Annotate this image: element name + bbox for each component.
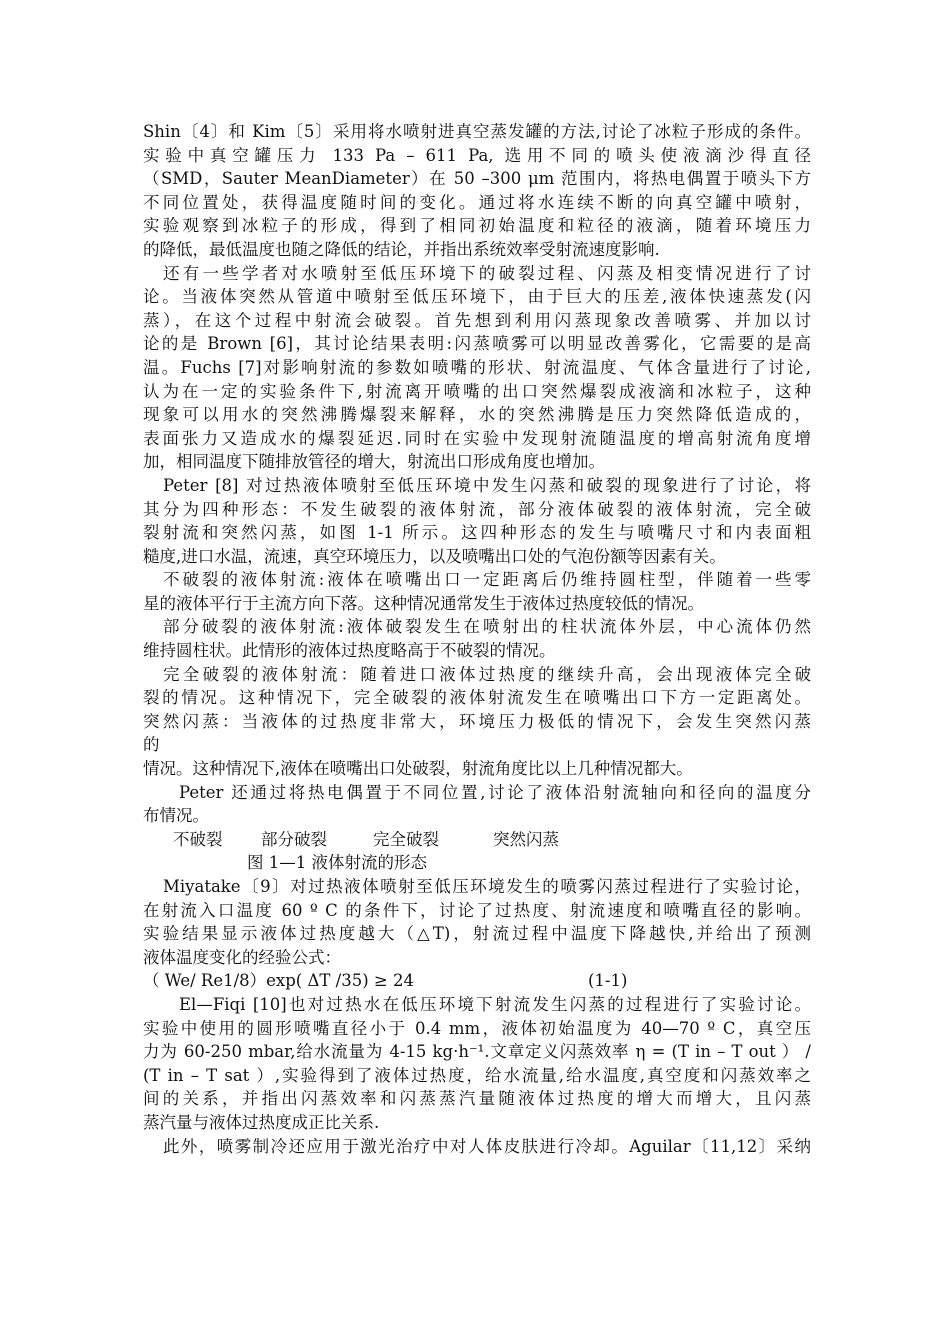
text-line: 液体温度变化的经验公式： bbox=[143, 947, 341, 967]
figure-label: 突然闪蒸 bbox=[493, 829, 559, 849]
text-line: 论。当液体突然从管道中喷射至低压环境下，由于巨大的压差,液体快速蒸发(闪 bbox=[143, 287, 811, 307]
text-line: 论的是 Brown [6]，其讨论结果表明:闪蒸喷雾可以明显改善雾化，它需要的是高 bbox=[143, 334, 811, 354]
equation bbox=[143, 969, 811, 993]
text-line: 蒸），在这个过程中射流会破裂。首先想到利用闪蒸现象改善喷雾、并加以讨 bbox=[143, 310, 811, 330]
text-line: 裂的情况。这种情况下，完全破裂的液体射流发生在喷嘴出口下方一定距离处。 bbox=[143, 688, 811, 708]
equation-text: （ We/ Re1/8）exp( ΔT /35) ≥ 24 bbox=[143, 971, 414, 991]
figure-label: 部分破裂 bbox=[261, 829, 327, 849]
text-line: 温。Fuchs [7]对影响射流的参数如喷嘴的形状、射流温度、气体含量进行了讨论, bbox=[143, 357, 811, 377]
text-line: 实验中真空罐压力 133 Pa – 611 Pa, 选用不同的喷头使液滴沙得直径 bbox=[143, 145, 811, 165]
text-line: Peter [8] 对过热液体喷射至低压环境中发生闪蒸和破裂的现象进行了讨论，将 bbox=[163, 475, 811, 495]
text-line: El—Fiqi [10]也对过热水在低压环境下射流发生闪蒸的过程进行了实验讨论。 bbox=[179, 994, 811, 1014]
text-line: 糙度,进口水温，流速，真空环境压力，以及喷嘴出口处的气泡份额等因素有关。 bbox=[143, 546, 726, 566]
figure-caption: 图 1—1 液体射流的形态 bbox=[247, 853, 427, 873]
text-line: 此外，喷雾制冷还应用于激光治疗中对人体皮肤进行冷却。Aguilar〔11,12〕采纳 bbox=[163, 1136, 811, 1156]
text-line: 实验中使用的圆形喷嘴直径小于 0.4 mm，液体初始温度为 40—70 º C，真空压 bbox=[143, 1018, 811, 1038]
text-line: 力为 60-250 mbar,给水流量为 4-15 kg·h⁻¹.文章定义闪蒸效率 η = (T in – T out ） / bbox=[143, 1042, 811, 1062]
text-line: 的降低，最低温度也随之降低的结论，并指出系统效率受射流速度影响. bbox=[143, 239, 660, 259]
text-line: 完全破裂的液体射流：随着进口液体过热度的继续升高，会出现液体完全破 bbox=[163, 664, 811, 684]
text-line: 还有一些学者对水喷射至低压环境下的破裂过程、闪蒸及相变情况进行了讨 bbox=[163, 263, 811, 283]
text-line: 实验结果显示液体过热度越大（△T)，射流过程中温度下降越快,并给出了预测 bbox=[143, 924, 811, 944]
text-line: 情况。这种情况下,液体在喷嘴出口处破裂，射流角度比以上几种情况都大。 bbox=[143, 759, 693, 779]
text-line: 星的液体平行于主流方向下落。这种情况通常发生于液体过热度较低的情况。 bbox=[143, 593, 704, 613]
text-line: 表面张力又造成水的爆裂延迟.同时在实验中发现射流随温度的增高射流角度增 bbox=[143, 428, 811, 448]
text-line: Shin〔4〕和 Kim〔5〕采用将水喷射进真空蒸发罐的方法,讨论了冰粒子形成的条件。 bbox=[143, 122, 811, 141]
text-line: （SMD，Sauter MeanDiameter）在 50 –300 μm 范围内，将热电偶置于喷头下方 bbox=[143, 169, 811, 189]
text-line: 现象可以用水的突然沸腾爆裂来解释，水的突然沸腾是压力突然降低造成的， bbox=[143, 405, 811, 425]
figure-label: 完全破裂 bbox=[373, 829, 439, 849]
text-line: 的 bbox=[143, 735, 160, 755]
text-line: 间的关系，并指出闪蒸效率和闪蒸蒸汽量随液体过热度的增大而增大，且闪蒸 bbox=[143, 1089, 811, 1109]
text-line: 突然闪蒸：当液体的过热度非常大，环境压力极低的情况下，会发生突然闪蒸 bbox=[143, 711, 811, 731]
text-line: 不同位置处，获得温度随时间的变化。通过将水连续不断的向真空罐中喷射， bbox=[143, 192, 811, 212]
figure-labels bbox=[143, 828, 811, 852]
text-line: (T in – T sat ）,实验得到了液体过热度，给水流量,给水温度,真空度和闪蒸效率之 bbox=[143, 1065, 811, 1085]
text-line: 加，相同温度下随排放管径的增大，射流出口形成角度也增加。 bbox=[143, 452, 605, 472]
text-line: Peter 还通过将热电偶置于不同位置,讨论了液体沿射流轴向和径向的温度分 bbox=[179, 782, 811, 802]
text-line: Miyatake〔9〕对过热液体喷射至低压环境发生的喷雾闪蒸过程进行了实验讨论， bbox=[163, 877, 811, 896]
text-line: 布情况。 bbox=[143, 806, 209, 826]
document-body bbox=[143, 120, 811, 1158]
text-line: 蒸汽量与液体过热度成正比关系. bbox=[143, 1112, 380, 1132]
text-line: 部分破裂的液体射流:液体破裂发生在喷射出的柱状流体外层，中心流体仍然 bbox=[163, 617, 811, 637]
text-line: 维持圆柱状。此情形的液体过热度略高于不破裂的情况。 bbox=[143, 641, 556, 661]
text-line: 实验观察到冰粒子的形成，得到了相同初始温度和粒径的液滴，随着环境压力 bbox=[143, 216, 811, 236]
equation-number: (1-1) bbox=[588, 971, 628, 991]
text-line: 其分为四种形态：不发生破裂的液体射流，部分液体破裂的液体射流，完全破 bbox=[143, 499, 811, 519]
text-line: 裂射流和突然闪蒸，如图 1-1 所示。这四种形态的发生与喷嘴尺寸和内表面粗 bbox=[143, 523, 811, 543]
figure-label: 不破裂 bbox=[173, 829, 223, 849]
text-line: 认为在一定的实验条件下,射流离开喷嘴的出口突然爆裂成液滴和冰粒子，这种 bbox=[143, 381, 811, 401]
text-line: 不破裂的液体射流:液体在喷嘴出口一定距离后仍维持圆柱型，伴随着一些零 bbox=[163, 570, 811, 590]
text-line: 在射流入口温度 60 º C 的条件下，讨论了过热度、射流速度和喷嘴直径的影响。 bbox=[143, 900, 811, 920]
